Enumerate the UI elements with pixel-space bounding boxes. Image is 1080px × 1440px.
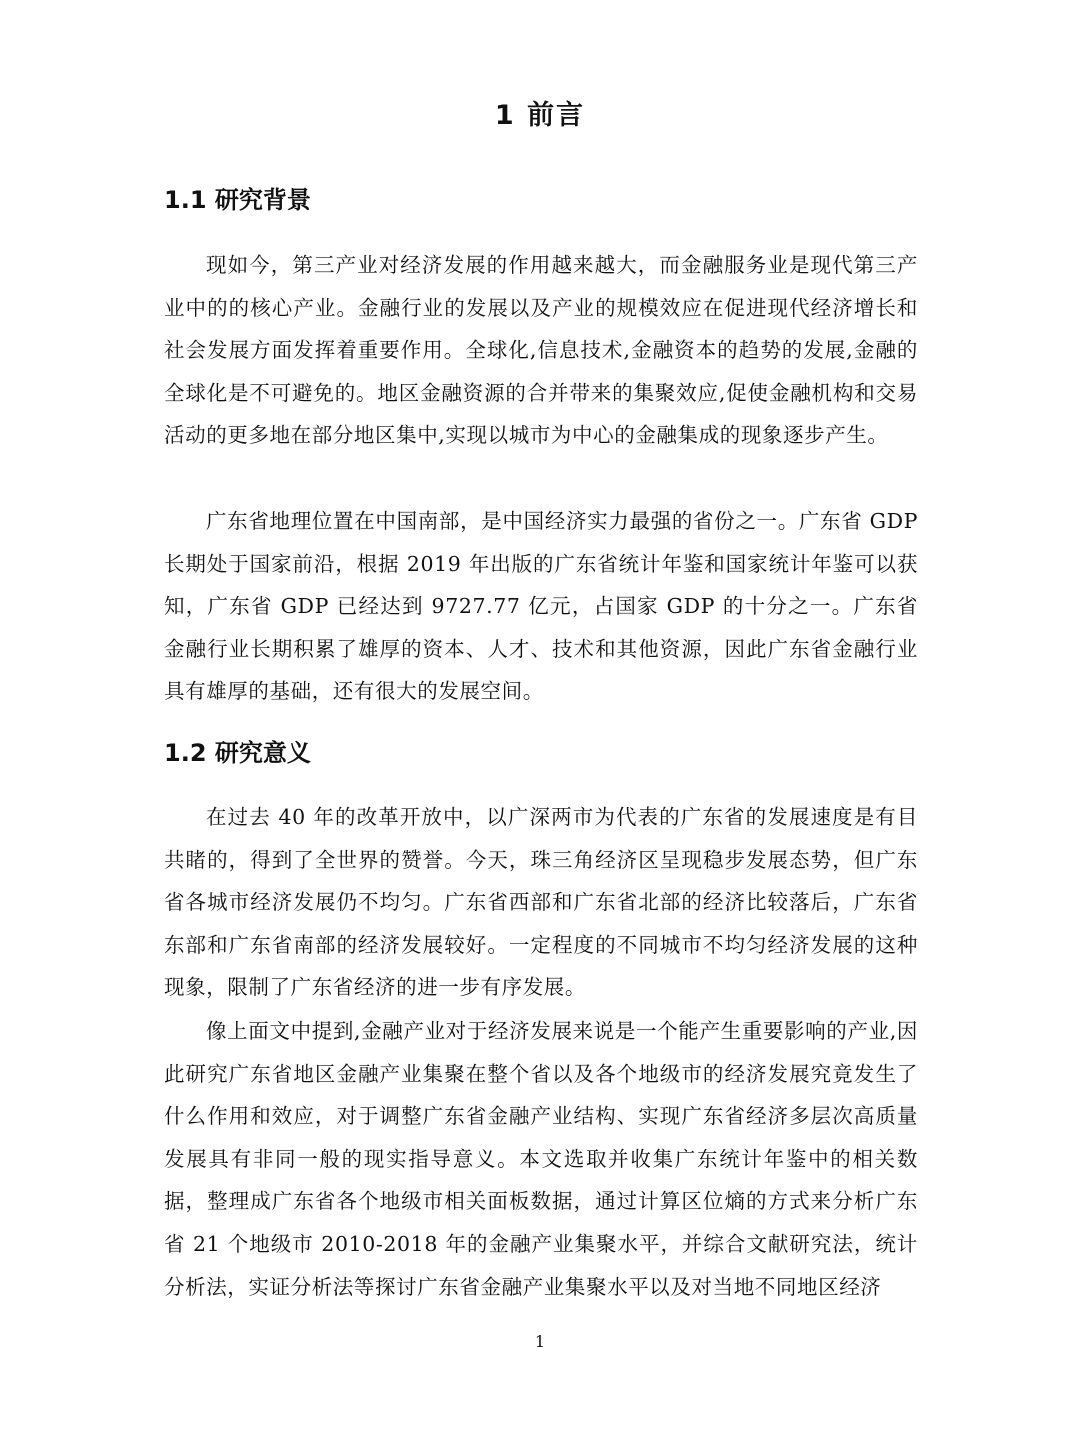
chapter-title: 1 前言 bbox=[494, 100, 586, 131]
section-heading-significance: 1.2 研究意义 bbox=[164, 739, 311, 767]
paragraph: 像上面文中提到,金融产业对于经济发展来说是一个能产生重要影响的产业,因此研究广东省地区金融产业集聚在整个省以及各个地级市的经济发展究竟发生了什么作用和效应，对于调整广东省金融产业结构、实现广东省经济多层次高质量发展具有非同一般的现实指导意义。本文选取并收集广东统计年鉴中的相关数据，整理成广东省各个地级市相关面板数据，通过计算区位熵的方式来分析广东省 21 个地级市 2010-2018 年的金融产业集聚水平，并综合文献研究法，统计分析法，实证分析法等探讨广东省金融产业集聚水平以及对当地不同地区经济 bbox=[164, 1019, 918, 1299]
section-heading-background: 1.1 研究背景 bbox=[164, 186, 311, 214]
page-number: 1 bbox=[534, 1332, 546, 1351]
paragraph: 在过去 40 年的改革开放中，以广深两市为代表的广东省的发展速度是有目共睹的，得到了全世界的赞誉。今天，珠三角经济区呈现稳步发展态势，但广东省各城市经济发展仍不均匀。广东省西部和广东省北部的经济比较落后，广东省东部和广东省南部的经济发展较好。一定程度的不同城市不均匀经济发展的这种现象，限制了广东省经济的进一步有序发展。 bbox=[164, 805, 918, 1000]
paragraph: 现如今，第三产业对经济发展的作用越来越大，而金融服务业是现代第三产业中的的核心产业。金融行业的发展以及产业的规模效应在促进现代经济增长和社会发展方面发挥着重要作用。全球化,信息技术,金融资本的趋势的发展,金融的全球化是不可避免的。地区金融资源的合并带来的集聚效应,促使金融机构和交易活动的更多地在部分地区集中,实现以城市为中心的金融集成的现象逐步产生。 bbox=[164, 253, 918, 448]
paragraph: 广东省地理位置在中国南部，是中国经济实力最强的省份之一。广东省 GDP 长期处于国家前沿，根据 2019 年出版的广东省统计年鉴和国家统计年鉴可以获知，广东省 GDP 已经达到 9727.77 亿元，占国家 GDP 的十分之一。广东省金融行业长期积累了雄厚的资本、人才、技术和其他资源，因此广东省金融行业具有雄厚的基础，还有很大的发展空间。 bbox=[164, 509, 918, 704]
